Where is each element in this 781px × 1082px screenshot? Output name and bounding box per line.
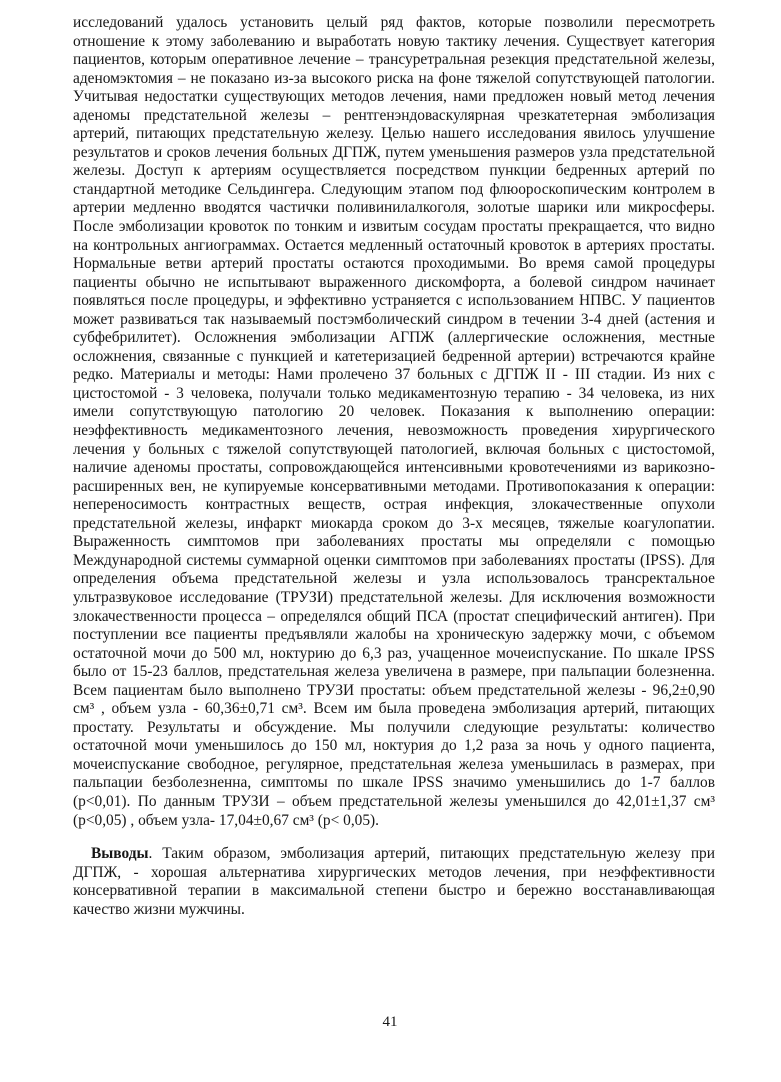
conclusion-paragraph xyxy=(73,845,715,919)
conclusion-text: . Таким образом, эмболизация артерий, питающих предстательную железу при ДГПЖ, - хорошая альтернатива хирургических методов лечения, при неэффективности консервативной терапии в максимальной степени быстро и бережно восстанавливающая качество жизни мужчины. xyxy=(73,845,715,918)
page-number: 41 xyxy=(382,1014,398,1030)
conclusion-label: Выводы xyxy=(91,845,149,863)
main-paragraph: исследований удалось установить целый ряд фактов, которые позволили пересмотреть отношение к этому заболеванию и выработать новую тактику лечения. Существует категория пациентов, которым оперативное лечение – трансуретральная резекция предстательной железы, аденомэктомия – не показано из-за высокого риска на фоне тяжелой сопутствующей патологии. Учитывая недостатки существующих методов лечения, нами предложен новый метод лечения аденомы предстательной железы – рентгенэндоваскулярная чрезкатетерная эмболизация артерий, питающих предстательную железу. Целью нашего исследования явилось улучшение результатов и сроков лечения больных ДГПЖ, путем уменьшения размеров узла предстательной железы. Доступ к артериям осуществляется посредством пункции бедренных артерий по стандартной методике Сельдингера. Следующим этапом под флюороскопическим контролем в артерии медленно вводятся частички поливинилалкоголя, золотые шарики или микросферы. После эмболизации кровоток по тонким и извитым сосудам простаты прекращается, что видно на контрольных ангиограммах. Остается медленный остаточный кровоток в артериях простаты. Нормальные ветви артерий простаты остаются проходимыми. Во время самой процедуры пациенты обычно не испытывают выраженного дискомфорта, а болевой синдром начинает появляться после процедуры, и эффективно устраняется с использованием НПВС. У пациентов может развиваться так называемый постэмболический синдром в течении 3-4 дней (астения и субфебрилитет). Осложнения эмболизации АГПЖ (аллергические осложнения, местные осложнения, связанные с пункцией и катетеризацией бедренной артерии) встречаются крайне редко. Материалы и методы: Нами пролечено 37 больных с ДГПЖ II - III стадии. Из них с цистостомой - 3 человека, получали только медикаментозную терапию - 34 человека, из них имели сопутствующую патологию 20 человек. Показания к выполнению операции: неэффективность медикаментозного лечения, невозможность проведения хирургического лечения у больных с тяжелой сопутствующей патологией, включая больных с цистостомой, наличие аденомы простаты, сопровождающейся интенсивными кровотечениями из варикозно-расширенных вен, не купируемые консервативными методами. Противопоказания к операции: непереносимость контрастных веществ, острая инфекция, злокачественные опухоли предстательной железы, инфаркт миокарда сроком до 3-х месяцев, тяжелые коагулопатии. Выраженность симптомов при заболеваниях простаты мы определяли с помощью Международной системы суммарной оценки симптомов при заболеваниях простаты (IPSS). Для определения объема предстательной железы и узла использовалось трансректальное ультразвуковое исследование (ТРУЗИ) предстательной железы. Для исключения возможности злокачественности процесса – определялся общий ПСА (простат специфический антиген). При поступлении все пациенты предъявляли жалобы на хроническую задержку мочи, с объемом остаточной мочи до 500 мл, ноктурию до 6,3 раз, учащенное мочеиспускание. По шкале IPSS было от 15-23 баллов, предстательная железа увеличена в размере, при пальпации болезненна. Всем пациентам было выполнено ТРУЗИ простаты: объем предстательной железы - 96,2±0,90 см³ , объем узла - 60,36±0,71 см³. Всем им была проведена эмболизация артерий, питающих простату. Результаты и обсуждение. Мы получили следующие результаты: количество остаточной мочи уменьшилось до 150 мл, ноктурия до 1,2 раза за ночь у одного пациента, мочеиспускание свободное, регулярное, предстательная железа уменьшилась в размерах, при пальпации безболезненна, симптомы по шкале IPSS значимо уменьшились до 1-7 баллов (p<0,01). По данным ТРУЗИ – объем предстательной железы уменьшился до 42,01±1,37 см³ (p<0,05) , объем узла- 17,04±0,67 см³ (p< 0,05). xyxy=(73,14,715,829)
article-body xyxy=(73,14,715,919)
